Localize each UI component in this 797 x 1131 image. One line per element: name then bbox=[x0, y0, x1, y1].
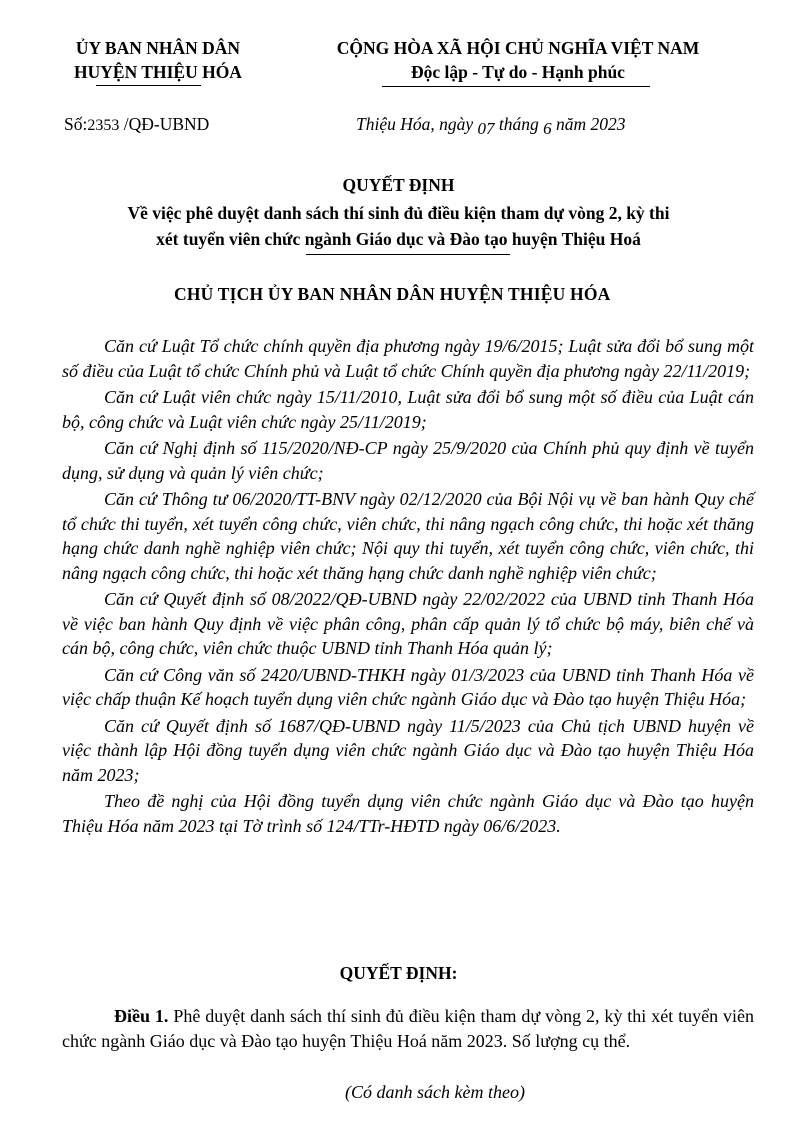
issue-date bbox=[356, 114, 626, 138]
decision-heading: QUYẾT ĐỊNH: bbox=[339, 963, 458, 983]
legal-basis-8: Theo đề nghị của Hội đồng tuyển dụng viên chức ngành Giáo dục và Đào tạo huyện Thiệu Hóa năm 2023 tại Tờ trình số 124/TTr-HĐTD ngày 06/6/2023. bbox=[62, 791, 754, 836]
document-number bbox=[64, 114, 209, 135]
subject-line-1: Về việc phê duyệt danh sách thí sinh đủ điều kiện tham dự vòng 2, kỳ thi bbox=[127, 203, 670, 223]
nation-line-1: CỘNG HÒA XÃ HỘI CHỦ NGHĨA VIỆT NAM bbox=[336, 38, 700, 58]
subject-underline bbox=[306, 254, 510, 255]
date-month: 6 bbox=[543, 119, 552, 138]
issuing-authority bbox=[58, 36, 258, 84]
article-1-label: Điều 1. bbox=[114, 1006, 169, 1026]
org-line-1: ỦY BAN NHÂN DÂN bbox=[75, 38, 241, 58]
org-line-2: HUYỆN THIỆU HÓA bbox=[74, 62, 242, 82]
date-year: năm 2023 bbox=[551, 114, 626, 134]
legal-basis-7: Căn cứ Quyết định số 1687/QĐ-UBND ngày 11/5/2023 của Chủ tịch UBND huyện về việc thành lập Hội đồng tuyển dụng viên chức ngành Giáo dục và Đào tạo huyện Thiệu Hóa năm 2023; bbox=[62, 715, 754, 785]
date-month-label: tháng bbox=[494, 114, 544, 134]
ref-prefix: Số: bbox=[64, 114, 88, 134]
legal-basis-5: Căn cứ Quyết định số 08/2022/QĐ-UBND ngày 22/02/2022 của UBND tỉnh Thanh Hóa về việc ban hành Quy định về việc phân công, phân cấp quản lý tổ chức bộ máy, biên chế và cán bộ, công chức, viên chức thuộc UBND tỉnh Thanh Hóa quản lý; bbox=[62, 589, 754, 658]
legal-basis-4: Căn cứ Thông tư 06/2020/TT-BNV ngày 02/12/2020 của Bội Nội vụ về ban hành Quy chế tổ chức thi tuyển, xét tuyển công chức, viên chức, thi nâng ngạch công chức, thi hoặc xét thăng hạng chức danh nghề nghiệp viên chức; Nội quy thi tuyển, xét tuyển công chức, viên chức, thi nâng ngạch công chức, thi hoặc xét thăng hạng chức danh nghề nghiệp viên chức; bbox=[62, 489, 754, 583]
authority-heading: CHỦ TỊCH ỦY BAN NHÂN DÂN HUYỆN THIỆU HÓA bbox=[174, 284, 611, 304]
legal-basis-6: Căn cứ Công văn số 2420/UBND-THKH ngày 01/3/2023 của UBND tỉnh Thanh Hóa về việc chấp thuận Kế hoạch tuyển dụng viên chức ngành Giáo dục và Đào tạo huyện Thiệu Hóa; bbox=[62, 664, 754, 709]
ref-number: 2353 bbox=[87, 117, 120, 134]
nation-line-2: Độc lập - Tự do - Hạnh phúc bbox=[411, 62, 625, 82]
date-place-day: Thiệu Hóa, ngày bbox=[356, 114, 478, 134]
legal-bases bbox=[62, 334, 754, 838]
national-motto bbox=[288, 36, 748, 84]
document-title: QUYẾT ĐỊNH bbox=[342, 175, 455, 195]
org-underline bbox=[96, 85, 201, 86]
ref-suffix: /QĐ-UBND bbox=[119, 114, 210, 134]
motto-underline bbox=[382, 86, 650, 87]
date-day: 07 bbox=[477, 119, 495, 138]
legal-basis-1: Căn cứ Luật Tổ chức chính quyền địa phương ngày 19/6/2015; Luật sửa đổi bổ sung một số điều của Luật tổ chức Chính phủ và Luật tổ chức Chính quyền địa phương ngày 22/11/2019; bbox=[62, 336, 754, 381]
article-1-text: Phê duyệt danh sách thí sinh đủ điều kiện tham dự vòng 2, kỳ thi xét tuyển viên chức ngành Giáo dục và Đào tạo huyện Thiệu Hoá năm 2023. Số lượng cụ thể. bbox=[62, 1006, 755, 1051]
legal-basis-2: Căn cứ Luật viên chức ngày 15/11/2010, Luật sửa đổi bổ sung một số điều của Luật cán bộ, công chức và Luật viên chức ngày 25/11/2019; bbox=[62, 387, 754, 432]
article-1 bbox=[62, 1004, 754, 1053]
subject-line-2: xét tuyển viên chức ngành Giáo dục và Đào tạo huyện Thiệu Hoá bbox=[156, 229, 641, 249]
attachment-note: (Có danh sách kèm theo) bbox=[345, 1082, 525, 1102]
legal-basis-3: Căn cứ Nghị định số 115/2020/NĐ-CP ngày 25/9/2020 của Chính phủ quy định về tuyển dụng, sử dụng và quản lý viên chức; bbox=[62, 438, 754, 483]
